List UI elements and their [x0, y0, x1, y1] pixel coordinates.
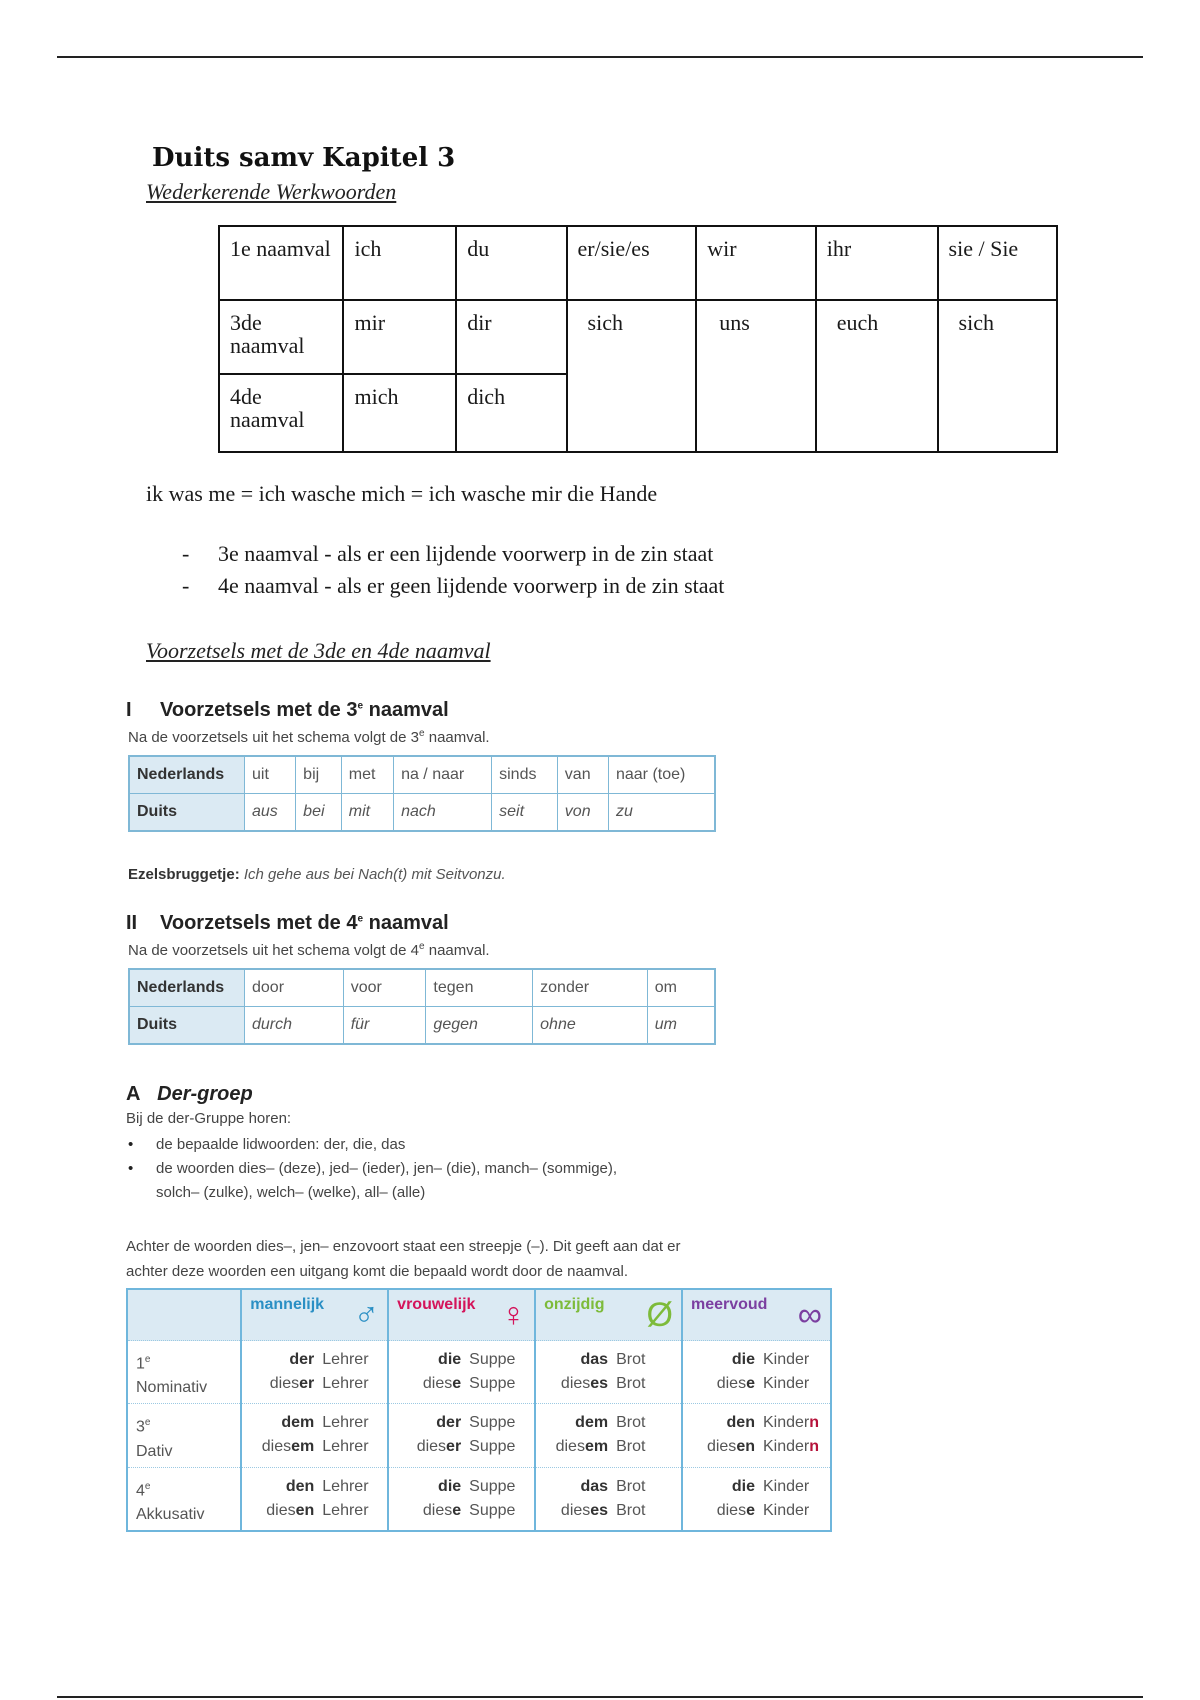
gender-header — [241, 1289, 388, 1341]
table-cell: den Kindern diesen Kindern — [682, 1404, 831, 1467]
table-cell: mit — [341, 794, 393, 832]
table-row — [127, 1341, 831, 1404]
gender-label: onzijdig — [544, 1296, 605, 1313]
reflexive-pronoun-table — [218, 225, 1058, 453]
table-cell: 4de naamval — [219, 374, 343, 452]
list-item: • de woorden dies– (deze), jed– (ieder), jen– (die), manch– (sommige), solch– (zulke), welch– (welke), all– (alle) — [126, 1157, 617, 1205]
table-cell: door — [245, 969, 344, 1007]
gender-header — [388, 1289, 535, 1341]
table-cell: na / naar — [394, 756, 492, 794]
table-cell: om — [647, 969, 715, 1007]
table-cell: zu — [608, 794, 715, 832]
table-cell: dich — [456, 374, 566, 452]
case-rules-list — [182, 541, 724, 605]
table-cell: dem Brot diesem Brot — [535, 1404, 682, 1467]
list-item: - 3e naamval - als er een lijdende voorwerp in de zin staat — [182, 541, 714, 566]
table-cell: die Suppe diese Suppe — [388, 1467, 535, 1531]
table-cell: ihr — [816, 226, 938, 300]
rule-text: 3e naamval - als er een lijdende voorwerp in de zin staat — [218, 541, 714, 566]
der-group-heading: A Der-groep — [126, 1083, 253, 1105]
table-cell: 3de naamval — [219, 300, 343, 374]
list-item: • de bepaalde lidwoorden: der, die, das — [126, 1133, 617, 1157]
table-cell: mir — [343, 300, 456, 374]
table-cell: voor — [343, 969, 426, 1007]
table-cell: das Brot dieses Brot — [535, 1467, 682, 1531]
gender-header — [682, 1289, 831, 1341]
section-intro-dative: Na de voorzetsels uit het schema volgt de 3e naamval. — [128, 728, 490, 746]
table-cell: sie / Sie — [938, 226, 1057, 300]
table-row — [129, 969, 715, 1007]
table-cell: sich — [567, 300, 697, 452]
table-cell: er/sie/es — [567, 226, 697, 300]
table-cell: aus — [245, 794, 296, 832]
bottom-rule — [57, 1696, 1143, 1698]
table-cell: gegen — [426, 1007, 533, 1045]
gender-symbol-icon: ∞ — [797, 1296, 822, 1334]
table-cell: die Suppe diese Suppe — [388, 1341, 535, 1404]
table-cell: ohne — [533, 1007, 648, 1045]
table-cell: von — [557, 794, 608, 832]
table-row — [127, 1404, 831, 1467]
table-cell: uit — [245, 756, 296, 794]
table-row — [219, 226, 1057, 300]
table-row — [129, 1007, 715, 1045]
table-cell: dem Lehrer diesem Lehrer — [241, 1404, 388, 1467]
der-group-note: Achter de woorden dies–, jen– enzovoort staat een streepje (–). Dit geeft aan dat er achter deze woorden een uitgang komt die bepaald wordt door de naamval. — [126, 1238, 681, 1280]
der-group-list — [126, 1133, 617, 1205]
table-cell: der Lehrer dieser Lehrer — [241, 1341, 388, 1404]
mnemonic: Ezelsbruggetje: Ich gehe aus bei Nach(t) mit Seitvonzu. — [128, 866, 506, 883]
table-cell: um — [647, 1007, 715, 1045]
table-row — [127, 1289, 831, 1341]
table-cell: sinds — [492, 756, 558, 794]
top-rule — [57, 56, 1143, 58]
example-sentence: ik was me = ich wasche mich = ich wasche mir die Hande — [146, 481, 658, 506]
table-header-empty — [127, 1289, 241, 1341]
table-cell: euch — [816, 300, 938, 452]
section-subtitle: Wederkerende Werkwoorden — [146, 179, 397, 204]
case-label: 4e Akkusativ — [127, 1467, 241, 1531]
table-cell: naar (toe) — [608, 756, 715, 794]
dative-prepositions-table — [128, 755, 716, 832]
table-cell: bei — [296, 794, 342, 832]
table-header: Nederlands — [129, 756, 245, 794]
table-cell: zonder — [533, 969, 648, 1007]
table-header: Duits — [129, 1007, 245, 1045]
der-group-intro: Bij de der-Gruppe horen: — [126, 1110, 292, 1127]
table-cell: bij — [296, 756, 342, 794]
declension-table — [126, 1288, 832, 1532]
table-header: Nederlands — [129, 969, 245, 1007]
table-cell: dir — [456, 300, 566, 374]
table-cell: du — [456, 226, 566, 300]
rule-text: 4e naamval - als er geen lijdende voorwerp in de zin staat — [218, 573, 725, 598]
table-cell: mich — [343, 374, 456, 452]
table-cell: met — [341, 756, 393, 794]
gender-label: vrouwelijk — [397, 1296, 476, 1313]
table-cell: der Suppe dieser Suppe — [388, 1404, 535, 1467]
table-cell: die Kinder diese Kinder — [682, 1341, 831, 1404]
case-label: 3e Dativ — [127, 1404, 241, 1467]
section-heading-accusative: II Voorzetsels met de 4e naamval — [126, 912, 449, 934]
table-cell: die Kinder diese Kinder — [682, 1467, 831, 1531]
gender-symbol-icon: ♂ — [353, 1296, 380, 1334]
section-heading-dative: I Voorzetsels met de 3e naamval — [126, 699, 449, 721]
table-row — [219, 300, 1057, 374]
gender-header — [535, 1289, 682, 1341]
table-cell: nach — [394, 794, 492, 832]
table-cell: tegen — [426, 969, 533, 1007]
page-title: Duits samv Kapitel 3 — [152, 143, 456, 173]
table-cell: sich — [938, 300, 1057, 452]
table-cell: den Lehrer diesen Lehrer — [241, 1467, 388, 1531]
table-row — [129, 756, 715, 794]
table-cell: für — [343, 1007, 426, 1045]
table-cell: van — [557, 756, 608, 794]
table-cell: wir — [696, 226, 816, 300]
table-cell: uns — [696, 300, 816, 452]
accusative-prepositions-table — [128, 968, 716, 1045]
gender-symbol-icon: Ø — [646, 1296, 673, 1334]
table-cell: seit — [492, 794, 558, 832]
table-row — [129, 794, 715, 832]
section-intro-accusative: Na de voorzetsels uit het schema volgt de 4e naamval. — [128, 941, 490, 959]
gender-label: meervoud — [690, 1296, 768, 1313]
table-cell: durch — [245, 1007, 344, 1045]
list-item: - 4e naamval - als er geen lijdende voorwerp in de zin staat — [182, 573, 725, 598]
table-cell: das Brot dieses Brot — [535, 1341, 682, 1404]
table-header: Duits — [129, 794, 245, 832]
table-cell: 1e naamval — [219, 226, 343, 300]
table-row — [127, 1467, 831, 1531]
table-cell: ich — [343, 226, 456, 300]
gender-label: mannelijk — [250, 1296, 325, 1313]
case-label: 1e Nominativ — [127, 1341, 241, 1404]
section-subtitle-prepositions: Voorzetsels met de 3de en 4de naamval — [146, 638, 491, 663]
gender-symbol-icon: ♀ — [500, 1296, 527, 1334]
